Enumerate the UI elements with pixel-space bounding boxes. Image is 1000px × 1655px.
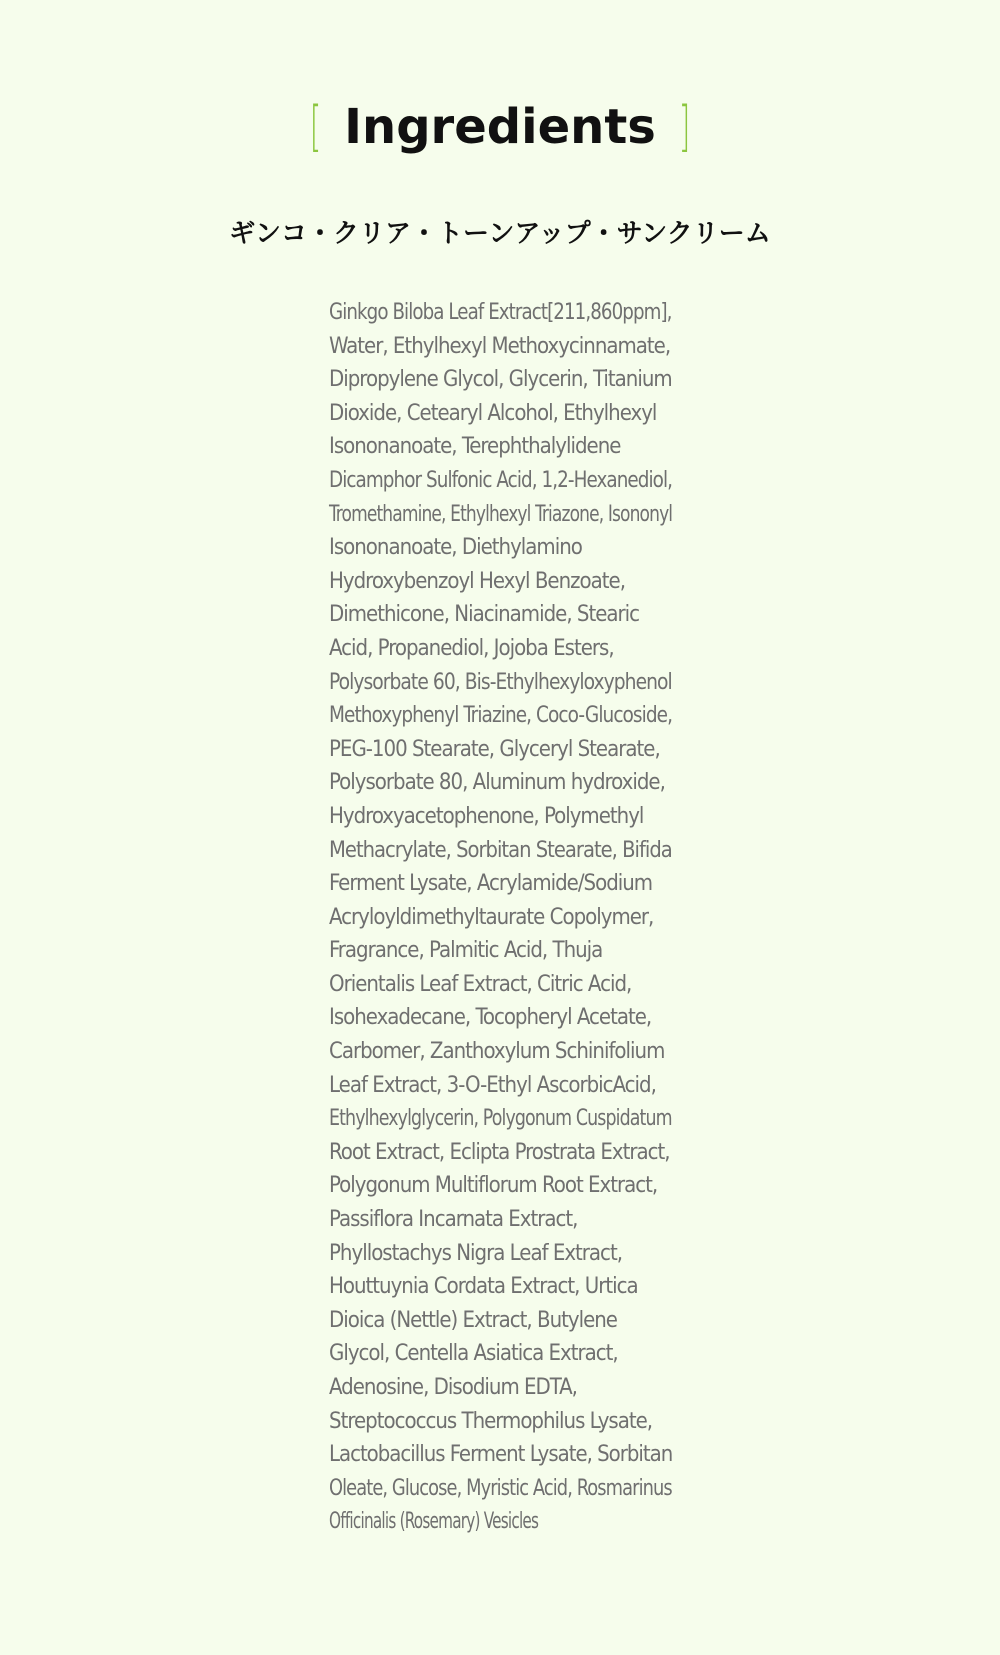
ingredient-line: Phyllostachys Nigra Leaf Extract,	[329, 1240, 622, 1266]
ingredient-line: Dioica (Nettle) Extract, Butylene	[329, 1307, 617, 1333]
ingredient-line: Fragrance, Palmitic Acid, Thuja	[329, 938, 603, 964]
ingredient-line: Polysorbate 60, Bis-Ethylhexyloxyphenol	[329, 669, 672, 695]
ingredient-line: Acid, Propanediol, Jojoba Esters,	[329, 635, 614, 661]
ingredient-line: Oleate, Glucose, Myristic Acid, Rosmarinus	[329, 1475, 672, 1501]
ingredient-line: Acryloyldimethyltaurate Copolymer,	[329, 904, 654, 930]
ingredient-line: Dicamphor Sulfonic Acid, 1,2-Hexanediol,	[329, 467, 673, 493]
left-bracket: [	[309, 95, 322, 158]
ingredient-line: Polysorbate 80, Aluminum hydroxide,	[329, 770, 665, 796]
ingredient-line: Adenosine, Disodium EDTA,	[329, 1375, 577, 1400]
ingredient-line: Isohexadecane, Tocopheryl Acetate,	[329, 1005, 652, 1031]
ingredient-line: Hydroxybenzoyl Hexyl Benzoate,	[329, 568, 625, 594]
ingredient-line: Methacrylate, Sorbitan Stearate, Bifida	[329, 837, 672, 863]
ingredient-line: Water, Ethylhexyl Methoxycinnamate,	[329, 333, 671, 359]
ingredient-line: Streptococcus Thermophilus Lysate,	[329, 1408, 653, 1434]
ingredient-line: Root Extract, Eclipta Prostrata Extract,	[329, 1139, 670, 1165]
right-bracket: ]	[678, 95, 691, 158]
ingredient-line: Hydroxyacetophenone, Polymethyl	[329, 803, 644, 829]
ingredient-line: Orientalis Leaf Extract, Citric Acid,	[329, 971, 632, 997]
ingredient-line: Passiflora Incarnata Extract,	[329, 1207, 578, 1233]
ingredient-line: PEG-100 Stearate, Glyceryl Stearate,	[329, 736, 660, 762]
ingredient-list	[329, 296, 672, 1539]
ingredient-line: Ginkgo Biloba Leaf Extract[211,860ppm],	[329, 300, 672, 325]
ingredient-line: Dimethicone, Niacinamide, Stearic	[329, 602, 640, 628]
ingredient-line: Tromethamine, Ethylhexyl Triazone, Isononyl	[329, 501, 673, 527]
product-name: ギンコ・クリア・トーンアップ・サンクリーム	[229, 219, 771, 249]
ingredient-line: Polygonum Multiflorum Root Extract,	[329, 1173, 658, 1199]
ingredient-line: Isononanoate, Terephthalylidene	[329, 434, 621, 460]
ingredient-line: Isononanoate, Diethylamino	[329, 535, 582, 561]
ingredient-line: Glycol, Centella Asiatica Extract,	[329, 1341, 618, 1367]
ingredient-line: Dipropylene Glycol, Glycerin, Titanium	[329, 367, 672, 393]
ingredient-line: Ethylhexylglycerin, Polygonum Cuspidatum	[329, 1106, 672, 1132]
ingredient-line: Lactobacillus Ferment Lysate, Sorbitan	[329, 1442, 673, 1468]
ingredient-line: Leaf Extract, 3-O-Ethyl AscorbicAcid,	[329, 1072, 656, 1098]
ingredient-line: Dioxide, Cetearyl Alcohol, Ethylhexyl	[329, 400, 657, 426]
title-row	[305, 95, 695, 158]
ingredients-header	[0, 95, 1000, 158]
ingredient-line: Officinalis (Rosemary) Vesicles	[329, 1509, 539, 1535]
ingredient-line: Ferment Lysate, Acrylamide/Sodium	[329, 871, 653, 897]
page-title: Ingredients	[344, 99, 656, 155]
ingredient-line: Methoxyphenyl Triazine, Coco-Glucoside,	[329, 703, 673, 729]
ingredient-line: Houttuynia Cordata Extract, Urtica	[329, 1274, 638, 1300]
ingredient-line: Carbomer, Zanthoxylum Schinifolium	[329, 1039, 665, 1065]
